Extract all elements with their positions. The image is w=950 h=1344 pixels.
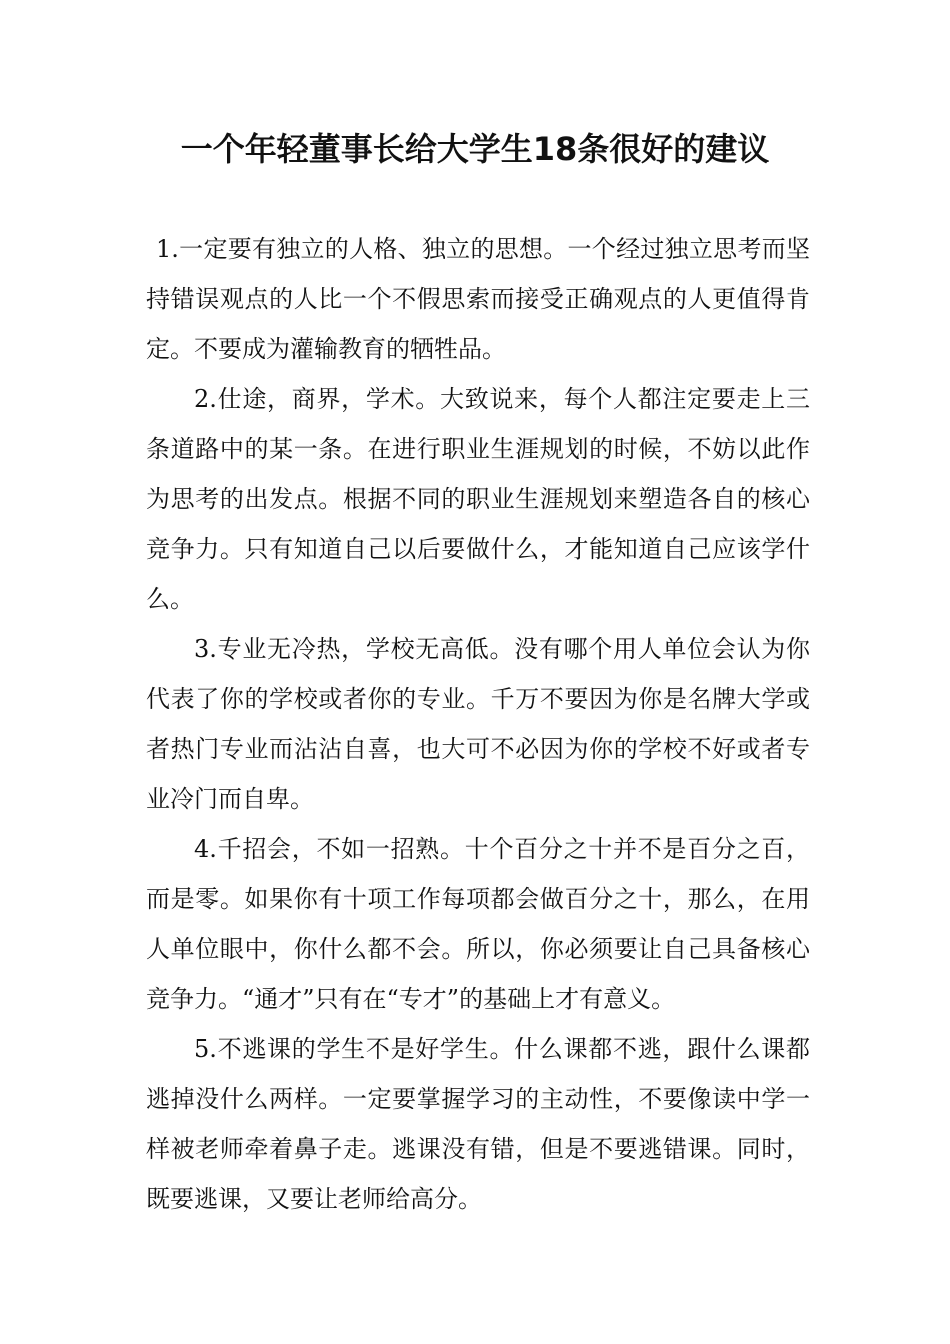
paragraph-1: 1.一定要有独立的人格、独立的思想。一个经过独立思考而坚持错误观点的人比一个不假思索而接受正确观点的人更值得肯定。不要成为灌输教育的牺牲品。 (146, 235, 810, 363)
paragraph-4: 4.千招会，不如一招熟。十个百分之十并不是百分之百，而是零。如果你有十项工作每项都会做百分之十，那么，在用人单位眼中，你什么都不会。所以，你必须要让自己具备核心竞争力。“通才”只有在“专才”的基础上才有意义。 (146, 835, 810, 1013)
document-body (146, 224, 810, 1224)
paragraph-5: 5.不逃课的学生不是好学生。什么课都不逃，跟什么课都逃掉没什么两样。一定要掌握学习的主动性，不要像读中学一样被老师牵着鼻子走。逃课没有错，但是不要逃错课。同时，既要逃课，又要让老师给高分。 (146, 1035, 810, 1213)
paragraph-2: 2.仕途，商界，学术。大致说来，每个人都注定要走上三条道路中的某一条。在进行职业生涯规划的时候，不妨以此作为思考的出发点。根据不同的职业生涯规划来塑造各自的核心竞争力。只有知道自己以后要做什么，才能知道自己应该学什么。 (146, 385, 810, 613)
paragraph-3: 3.专业无冷热，学校无高低。没有哪个用人单位会认为你代表了你的学校或者你的专业。千万不要因为你是名牌大学或者热门专业而沾沾自喜，也大可不必因为你的学校不好或者专业冷门而自卑。 (146, 635, 810, 813)
document-title: 一个年轻董事长给大学生18条很好的建议 (180, 130, 770, 168)
